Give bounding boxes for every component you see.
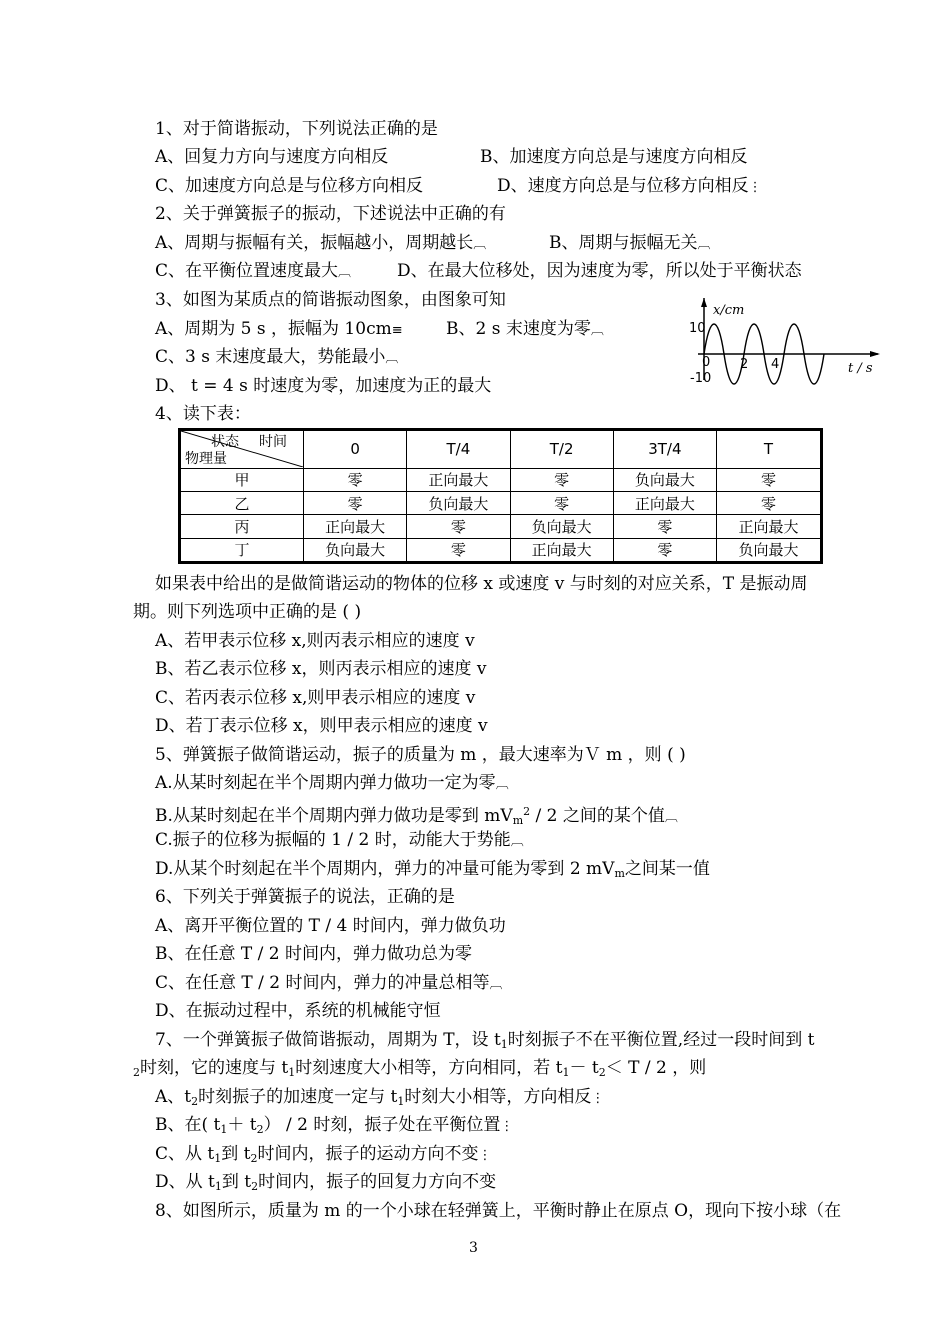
table-cell: 零 xyxy=(717,491,822,514)
table-cell: 零 xyxy=(407,538,510,562)
table-cell: 正向最大 xyxy=(510,538,613,562)
table-cell: 零 xyxy=(510,468,613,491)
q4-option-c: C、若丙表示位移 x,则甲表示相应的速度 v xyxy=(155,688,476,708)
q1-option-a: A、回复力方向与速度方向相反 xyxy=(155,147,389,167)
q3-option-a: A、周期为 5 s ，振幅为 10cm≡ xyxy=(155,319,402,339)
table-cell: 负向最大 xyxy=(510,515,613,538)
answer-mark: ︹ xyxy=(473,237,486,252)
y-axis-arrow xyxy=(701,298,707,307)
answer-mark: ︹ xyxy=(510,834,523,849)
answer-mark: ︹ xyxy=(385,351,398,366)
page-number: 3 xyxy=(469,1240,478,1256)
row-label: 丁 xyxy=(180,538,304,562)
q5-option-d: D.从某个时刻起在半个周期内，弹力的冲量可能为零到 2 $mV_m$之间某一值 xyxy=(155,859,710,880)
q1-option-b: B、加速度方向总是与速度方向相反 xyxy=(480,147,748,167)
q2-option-d: D、在最大位移处，因为速度为零，所以处于平衡状态 xyxy=(397,261,802,281)
header-phys-label: 物理量 xyxy=(185,451,227,467)
row-label: 甲 xyxy=(180,468,304,491)
column-header: 0 xyxy=(304,430,407,469)
q4-description-2: 期。则下列选项中正确的是 ( ) xyxy=(133,602,362,622)
table-cell: 零 xyxy=(613,538,716,562)
x-tick-4: 4 xyxy=(771,357,780,372)
header-time-label: 时间 xyxy=(259,434,287,450)
q3-option-c: C、3 s 末速度最大，势能最小︹ xyxy=(155,347,398,367)
q4-option-a: A、若甲表示位移 x,则丙表示相应的速度 v xyxy=(155,631,475,651)
table-cell: 正向最大 xyxy=(613,491,716,514)
table-cell: 正向最大 xyxy=(717,515,822,538)
y-tick-bottom: -10 xyxy=(690,371,712,386)
q5-stem: 5、弹簧振子做简谐运动，振子的质量为 m ，最大速率为Ｖ m ，则 ( ) xyxy=(155,745,686,765)
table-cell: 负向最大 xyxy=(407,491,510,514)
row-label: 丙 xyxy=(180,515,304,538)
q7-option-a: A、$t_2$时刻振子的加速度一定与 $t_1$时刻大小相等，方向相反⋮ xyxy=(155,1087,604,1108)
q4-option-b: B、若乙表示位移 x，则丙表示相应的速度 v xyxy=(155,659,487,679)
table-row xyxy=(180,468,822,491)
q2-stem: 2、关于弹簧振子的振动，下述说法中正确的有 xyxy=(155,204,506,224)
x-tick-2: 2 xyxy=(740,357,749,372)
y-axis-label: x/cm xyxy=(713,303,745,318)
table-cell: 零 xyxy=(613,515,716,538)
table-cell: 零 xyxy=(510,491,613,514)
row-label: 乙 xyxy=(180,491,304,514)
state-table xyxy=(178,428,823,564)
header-state-label: 状态 xyxy=(211,434,239,450)
q3-option-d: D、 t = 4 s 时速度为零，加速度为正的最大 xyxy=(155,376,492,396)
table-row xyxy=(180,515,822,538)
q8-stem: 8、如图所示，质量为 m 的一个小球在轻弹簧上，平衡时静止在原点 O，现向下按小球（在 xyxy=(155,1201,842,1221)
q3-stem: 3、如图为某质点的简谐振动图象，由图象可知 xyxy=(155,290,506,310)
table-cell: 负向最大 xyxy=(613,468,716,491)
table-header-row xyxy=(180,430,822,469)
answer-mark: ≡ xyxy=(391,323,402,338)
q6-option-c: C、在任意 T / 2 时间内，弹力的冲量总相等︹ xyxy=(155,973,502,993)
q7-option-c: C、从 $t_1$到 $t_2$时间内，振子的运动方向不变⋮ xyxy=(155,1144,491,1165)
answer-mark: ︹ xyxy=(697,237,710,252)
q4-option-d: D、若丁表示位移 x，则甲表示相应的速度 v xyxy=(155,716,488,736)
table-cell: 零 xyxy=(407,515,510,538)
table-cell: 零 xyxy=(304,468,407,491)
answer-mark: ︹ xyxy=(338,265,351,280)
table-cell: 负向最大 xyxy=(717,538,822,562)
answer-mark: ⋮ xyxy=(591,1091,604,1106)
table-row xyxy=(180,491,822,514)
q7-stem-line-2: $_2$时刻，它的速度与 $t_1$时刻速度大小相等，方向相同，若 $t_1- t_2< T / 2$ ，则 xyxy=(133,1058,707,1079)
x-axis-arrow xyxy=(870,351,880,357)
column-header: 3T/4 xyxy=(613,430,716,469)
table-corner-cell xyxy=(180,430,304,469)
answer-mark: ︹ xyxy=(590,323,603,338)
q5-option-c: C.振子的位移为振幅的 1 / 2 时，动能大于势能︹ xyxy=(155,830,523,850)
q6-option-a: A、离开平衡位置的 T / 4 时间内，弹力做负功 xyxy=(155,916,506,936)
q1-option-d: D、速度方向总是与位移方向相反⋮ xyxy=(497,176,761,196)
table-cell: 正向最大 xyxy=(407,468,510,491)
q3-option-b: B、2 s 末速度为零︹ xyxy=(446,319,603,339)
q5-option-b: B.从某时刻起在半个周期内弹力做功是零到 $mV_m^2 / 2$ 之间的某个值︹ xyxy=(155,805,677,827)
q7-option-b: B、在( $t_1+ t_2) / 2$ 时刻，振子处在平衡位置⋮ xyxy=(155,1115,513,1136)
column-header: T/4 xyxy=(407,430,510,469)
answer-mark: ⋮ xyxy=(478,1148,491,1163)
y-tick-top: 10 xyxy=(689,321,706,336)
x-axis-label: t / s xyxy=(848,361,873,376)
table-row xyxy=(180,538,822,562)
column-header: T xyxy=(717,430,822,469)
q2-option-b: B、周期与振幅无关︹ xyxy=(549,233,710,253)
q7-option-d: D、从 $t_1$到 $t_2$时间内，振子的回复力方向不变 xyxy=(155,1172,497,1193)
q6-stem: 6、下列关于弹簧振子的说法，正确的是 xyxy=(155,887,455,907)
q1-stem: 1、对于简谐振动，下列说法正确的是 xyxy=(155,119,438,139)
answer-mark: ⋮ xyxy=(500,1119,513,1134)
table-cell: 负向最大 xyxy=(304,538,407,562)
q2-option-a: A、周期与振幅有关，振幅越小，周期越长︹ xyxy=(155,233,486,253)
table-cell: 零 xyxy=(304,491,407,514)
table-cell: 正向最大 xyxy=(304,515,407,538)
answer-mark: ⋮ xyxy=(748,180,761,195)
q4-stem: 4、读下表： xyxy=(155,404,251,424)
answer-mark: ︹ xyxy=(495,777,508,792)
q4-description-1: 如果表中给出的是做简谐运动的物体的位移 x 或速度 v 与时刻的对应关系，T 是振动周 xyxy=(155,574,808,594)
q6-option-d: D、在振动过程中，系统的机械能守恒 xyxy=(155,1001,441,1021)
answer-mark: ︹ xyxy=(489,977,502,992)
answer-mark: ︹ xyxy=(664,810,677,825)
origin-label: 0 xyxy=(702,355,711,370)
q1-option-c: C、加速度方向总是与位移方向相反 xyxy=(155,176,424,196)
q7-stem-line-1: 7、一个弹簧振子做简谐振动，周期为 T，设 $t_1$时刻振子不在平衡位置,经过一段时间到 t xyxy=(155,1030,815,1051)
vibration-graph xyxy=(686,298,880,388)
q5-option-a: A.从某时刻起在半个周期内弹力做功一定为零︹ xyxy=(155,773,508,793)
column-header: T/2 xyxy=(510,430,613,469)
q6-option-b: B、在任意 T / 2 时间内，弹力做功总为零 xyxy=(155,944,472,964)
table-cell: 零 xyxy=(717,468,822,491)
q2-option-c: C、在平衡位置速度最大︹ xyxy=(155,261,351,281)
